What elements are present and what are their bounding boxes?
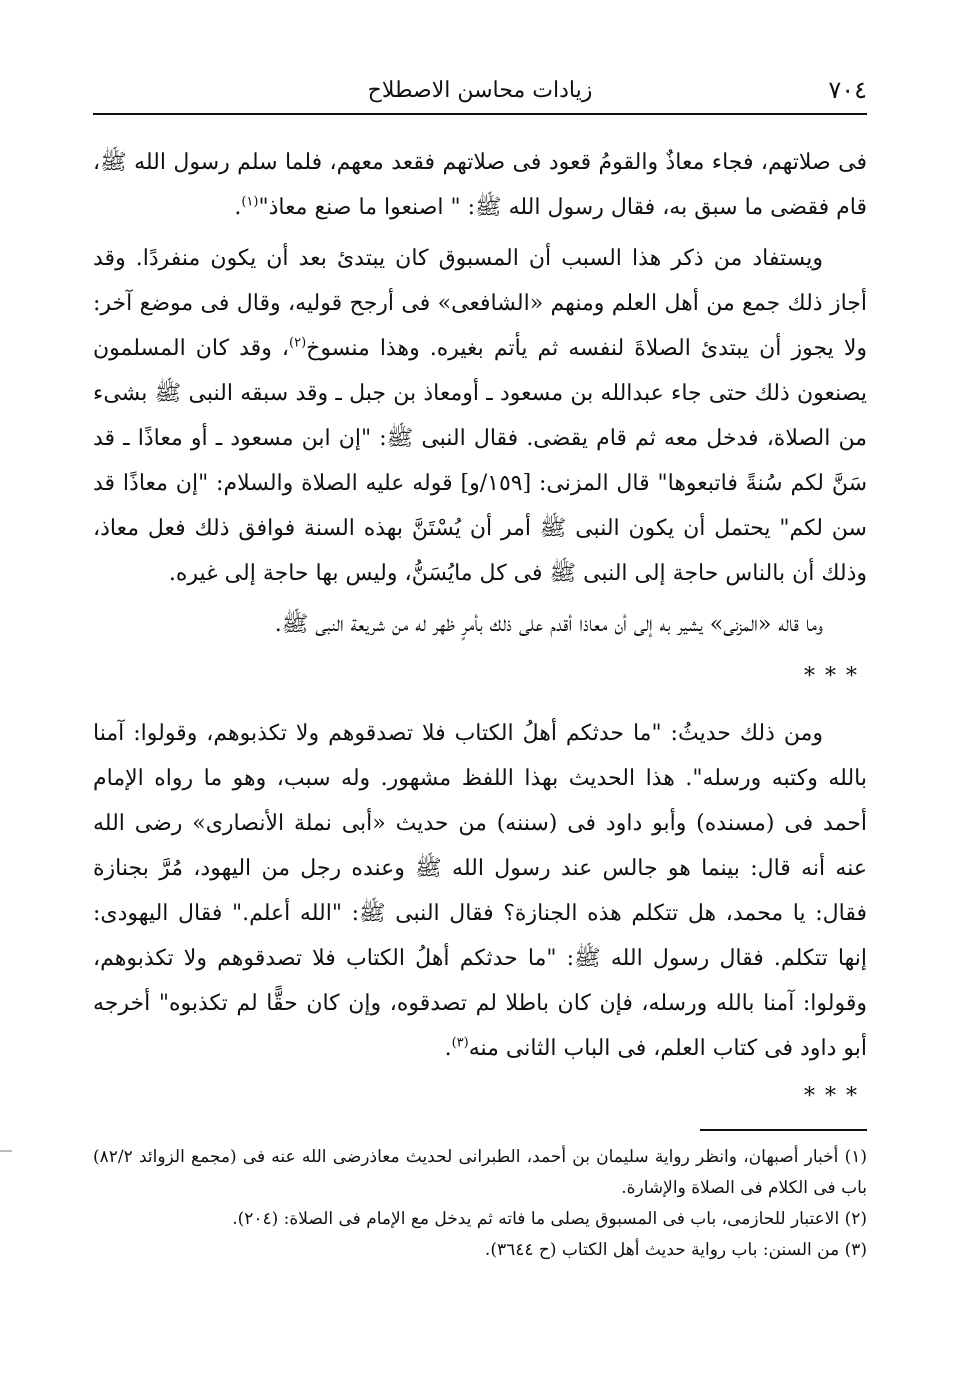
page-header	[93, 72, 867, 108]
footnote-3: (٣) من السنن: باب رواية حديث أهل الكتاب (ح ٣٦٤٤).	[484, 1240, 867, 1260]
paragraph-4: ومن ذلك حديثُ: "ما حدثكم أهلُ الكتاب فلا تصدقوهم ولا تكذبوهم، وقولوا: آمنا بالله وكتبه ورسله". هذا الحديث بهذا اللفظ مشهور. وله سبب، وهو ما رواه الإمام أحمد فى (مسنده) وأبو داود فى (سننه) من حديث «أبى نملة الأنصارى» رضى الله عنه أنه قال: بينما هو جالس عند رسول الله ﷺ وعنده رجل من اليهود، مُرَّ بجنازة فقال: يا محمد، هل تتكلم هذه الجنازة؟ فقال النبى ﷺ: "الله أعلم." فقال اليهودى: إنها تتكلم. فقال رسول الله ﷺ: "ما حدثكم أهلُ الكتاب فلا تصدقوهم ولا تكذبوهم، وقولوا: آمنا بالله ورسله، فإن كان باطلا لم تصدقوه، وإن كان حقًّا لم تكذبوه" أخرجه أبو داود فى كتاب العلم، فى الباب الثانى منه$^{(٣)}$.	[93, 721, 867, 1061]
main-text	[93, 140, 867, 1131]
footnote-ref: (١)	[241, 194, 259, 210]
section-separator: ***	[804, 664, 867, 689]
footnote-1: (١) أخبار أصبهان، وانظر رواية سليمان بن أحمد، الطبرانى لحديث معاذرضى الله عنه فى (مجمع الزوائد ٨٢/٢) باب فى الكلام فى الصلاة والإشارة.	[93, 1147, 867, 1198]
scan-margin	[0, 0, 12, 1392]
paragraph-2	[93, 236, 867, 596]
footnote-2: (٢) الاعتبار للحازمى، باب فى المسبوق يصلى ما فاته ثم يدخل مع الإمام فى الصلاة: (٢٠٤).	[232, 1209, 867, 1229]
footnotes	[93, 1142, 867, 1266]
header-rule	[93, 113, 867, 115]
page-number: ٧٠٤	[828, 76, 867, 104]
footnote-ref: (٢)	[289, 335, 307, 351]
paragraph-1: فى صلاتهم، فجاء معاذٌ والقومُ قعود فى صلاتهم فقعد معهم، فلما سلم رسول الله ﷺ، قام فقضى ما سبق به، فقال رسول الله ﷺ: " اصنعوا ما صنع معاذ"$^{(١)}$.	[93, 150, 867, 220]
paragraph-text: وما قاله «المزنى» يشير به إلى أن معاذا أقدم على ذلك بأمرٍ ظهر له من شريعة النبى ﷺ.	[274, 612, 823, 637]
paragraph-text-continued: ، وقد كان المسلمون يصنعون ذلك حتى جاء عبدالله بن مسعود ـ أومعاذ بن جبل ـ وقد سبقه النبى ﷺ بشىء من الصلاة، فدخل معه ثم قام يقضى. فقال النبى ﷺ: "إن ابن مسعود ـ أو معاذًا ـ قد سَنَّ لكم سُنةً فاتبعوها" قال المزنى: [١٥٩/و] قوله عليه الصلاة والسلام: "إن معاذًا قد سن لكم" يحتمل أن يكون النبى ﷺ أمر أن يُسْتَنَّ بهذه السنة فوافق ذلك فعل معاذ، وذلك أن بالناس حاجة إلى النبى ﷺ فى كل مايُسَنُّ، وليس بها حاجة إلى غيره.	[93, 336, 868, 586]
paragraph-text: ويستفاد من ذكر هذا السبب أن المسبوق كان يبتدئ بعد أن يكون منفردًا. وقد أجاز ذلك جمع من أهل العلم ومنهم «الشافعى» فى أرجح قوليه، وقال فى موضع آخر: ولا يجوز أن يبتدئ الصلاةَ لنفسه ثم يأتم بغيره. وهذا منسوخ	[93, 246, 867, 361]
paragraph-3	[93, 602, 867, 647]
footnote-ref: (٣)	[451, 1035, 469, 1051]
footnote-rule	[700, 1129, 867, 1131]
section-separator: ***	[804, 1084, 867, 1109]
paragraph-text: فى صلاتهم، فجاء معاذٌ والقومُ قعود فى صلاتهم فقعد معهم، فلما سلم رسول الله ﷺ، قام فقضى ما سبق به، فقال رسول الله ﷺ: " اصنعوا ما صنع معاذ"	[93, 150, 867, 220]
running-title: زيادات محاسن الاصطلاح	[367, 77, 593, 103]
paragraph-text: ومن ذلك حديثُ: "ما حدثكم أهلُ الكتاب فلا تصدقوهم ولا تكذبوهم، وقولوا: آمنا بالله وكتبه ورسله". هذا الحديث بهذا اللفظ مشهور. وله سبب، وهو ما رواه الإمام أحمد فى (مسنده) وأبو داود فى (سننه) من حديث «أبى نملة الأنصارى» رضى الله عنه أنه قال: بينما هو جالس عند رسول الله ﷺ وعنده رجل من اليهود، مُرَّ بجنازة فقال: يا محمد، هل تتكلم هذه الجنازة؟ فقال النبى ﷺ: "الله أعلم." فقال اليهودى: إنها تتكلم. فقال رسول الله ﷺ: "ما حدثكم أهلُ الكتاب فلا تصدقوهم ولا تكذبوهم، وقولوا: آمنا بالله ورسله، فإن كان باطلا لم تصدقوه، وإن كان حقًّا لم تكذبوه" أخرجه أبو داود فى كتاب العلم، فى الباب الثانى منه	[93, 721, 867, 1061]
